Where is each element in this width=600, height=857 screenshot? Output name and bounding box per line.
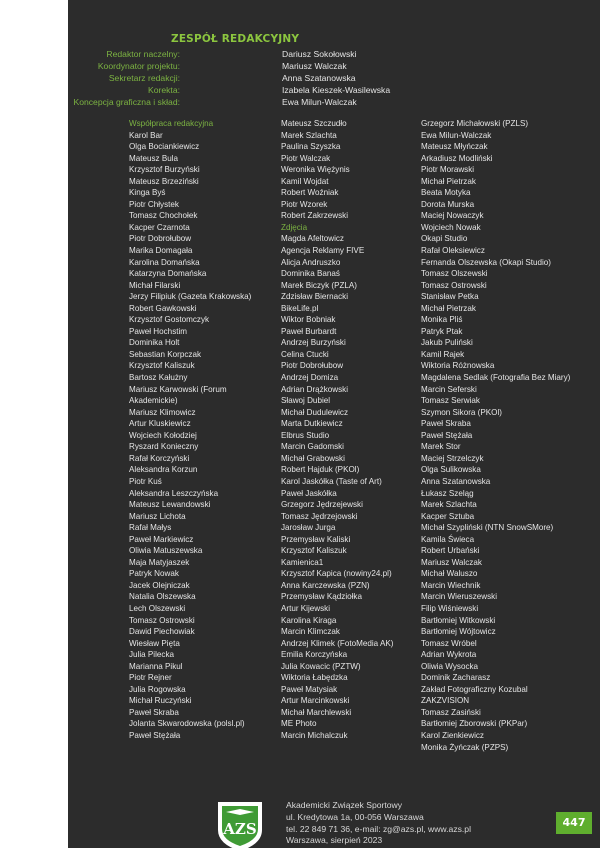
contributor-name: Marcin Klimczak [281, 627, 340, 637]
contributor-name: Beata Motyka [421, 188, 471, 198]
contributor-name: Robert Gawkowski [129, 303, 197, 313]
contributor-name: Mateusz Szczudło [281, 119, 347, 128]
contributor-name: Przemysław Kaliski [281, 534, 351, 544]
contributor-name: Ryszard Konieczny [129, 442, 199, 452]
contributor-name: Akademickie) [129, 396, 178, 406]
contributor-name: Marianna Pikul [129, 661, 183, 671]
contributor-name: Aleksandra Leszczyńska [129, 488, 219, 498]
contributor-name: Katarzyna Domańska [129, 269, 207, 279]
contributor-name: Kamil Rajek [421, 349, 465, 359]
contributor-name: Robert Urbański [421, 546, 480, 556]
credit-name: Mariusz Walczak [282, 61, 347, 71]
contributor-name: Olga Sulikowska [421, 465, 481, 475]
contributor-name: Maciej Strzelczyk [421, 453, 484, 463]
contributor-name: Marta Dutkiewicz [281, 419, 343, 429]
contributor-name: Michał Pietrzak [421, 303, 476, 313]
contributor-name: Michał Pietrzak [421, 176, 476, 186]
contributor-name: Adrian Drążkowski [281, 384, 349, 394]
contributor-name: Paulina Szyszka [281, 142, 341, 152]
contributor-name: Piotr Dobrołubow [281, 361, 344, 371]
contributor-name: Szymon Sikora (PKOl) [421, 407, 502, 417]
credit-row [97, 60, 520, 72]
credit-name: Ewa Milun-Walczak [282, 97, 357, 107]
contributor-name: Celina Ctucki [281, 349, 329, 359]
contributor-name: Mariusz Karwowski (Forum [129, 384, 227, 394]
contributor-name: Tomasz Olszewski [421, 269, 488, 279]
contributor-name: Mateusz Brzeziński [129, 176, 199, 186]
contributor-name: Okapi Studio [421, 234, 468, 244]
contributor-name: Michał Waluszo [421, 569, 478, 579]
credit-role: Korekta: [147, 85, 180, 95]
contributor-name: Rafał Korczyński [129, 453, 190, 463]
contributor-name: Adrian Wykrota [421, 650, 477, 660]
contributor-name: Mariusz Klimowicz [129, 407, 196, 417]
section-label: Zdjęcia [281, 222, 308, 232]
contributor-name: Artur Kluskiewicz [129, 419, 191, 429]
contributor-name: Dominika Holt [129, 338, 180, 348]
credit-role: Koordynator projektu: [97, 61, 180, 71]
contributor-name: Michał Marchlewski [281, 707, 352, 717]
contributor-name: Marcin Wiechnik [421, 580, 481, 590]
contributor-name: Tomasz Ostrowski [129, 615, 195, 625]
contributor-name: Artur Kijewski [281, 603, 331, 613]
contributor-name: Olga Bociankiewicz [129, 142, 200, 152]
footer-contact [286, 800, 471, 847]
contributor-name: Dorota Murska [421, 199, 475, 209]
contributor-name: Robert Zakrzewski [281, 211, 349, 221]
contributor-name: Fernanda Olszewska (Okapi Studio) [421, 257, 552, 267]
contributor-name: Aleksandra Korzun [129, 465, 198, 475]
contributor-name: Magda Afeltowicz [281, 234, 344, 244]
credit-row [100, 48, 520, 60]
contributor-name: Jerzy Filipiuk (Gazeta Krakowska) [129, 292, 252, 302]
contributor-name: Sławoj Dubiel [281, 396, 331, 406]
contributor-name: Karolina Kiraga [281, 615, 337, 625]
contributor-name: Łukasz Szeląg [421, 488, 474, 498]
contributor-name: Mariusz Lichota [129, 511, 186, 521]
contributor-name: BikeLife.pl [281, 303, 319, 313]
contributor-name: Jakub Puliński [421, 338, 473, 348]
contributor-name: Piotr Morawski [421, 165, 475, 175]
credit-role: Redaktor naczelny: [106, 49, 180, 59]
contributor-name: Wiktoria Łabędzka [281, 673, 348, 683]
credit-row [73, 96, 520, 108]
contributor-name: Michał Ruczyński [129, 696, 192, 706]
contributor-name: Przemysław Kądziołka [281, 592, 362, 602]
contributor-name: Michał Dudulewicz [281, 407, 349, 417]
contributor-name: Mateusz Lewandowski [129, 500, 211, 510]
contributor-name: Arkadiusz Modliński [421, 153, 493, 163]
contributor-name: Andrzej Burzyński [281, 338, 346, 348]
contributor-name: Wojciech Nowak [421, 222, 481, 232]
contributor-name: Sebastian Korpczak [129, 349, 201, 359]
contributor-name: Oliwia Wysocka [421, 661, 479, 671]
page-number-badge: 447 [556, 812, 592, 834]
credit-role: Koncepcja graficzna i skład: [73, 97, 180, 107]
contributor-name: Michał Grabowski [281, 453, 345, 463]
footer-org: Akademicki Związek Sportowy [286, 800, 403, 810]
contributor-name: Maciej Nowaczyk [421, 211, 484, 221]
contributor-name: Filip Wiśniewski [421, 603, 479, 613]
contributor-name: Marcin Seferski [421, 384, 477, 394]
credit-row [100, 84, 520, 96]
contributor-name: ZAKZVISION [421, 696, 470, 706]
contributor-name: Grzegorz Michałowski (PZLS) [421, 119, 529, 128]
contributor-name: Paweł Burbardt [281, 326, 337, 336]
contributor-name: Piotr Kuś [129, 476, 162, 486]
contributor-name: Karolina Domańska [129, 257, 200, 267]
contributor-name: Andrzej Klimek (FotoMedia AK) [281, 638, 394, 648]
contributor-name: Patryk Nowak [129, 569, 179, 579]
contributor-name: Kamienica1 [281, 557, 324, 567]
contributor-name: Agencja Reklamy FIVE [281, 246, 365, 256]
contributor-name: ME Photo [281, 719, 317, 729]
contributor-name: Rafał Oleksiewicz [421, 246, 485, 256]
contributor-name: Maja Matyjaszek [129, 557, 190, 567]
contributor-name: Karol Jaskółka (Taste of Art) [281, 476, 382, 486]
contributor-name: Patryk Ptak [421, 326, 463, 336]
contributor-name: Rafał Małys [129, 523, 172, 533]
contributor-name: Natalia Olszewska [129, 592, 196, 602]
contributor-name: Jarosław Jurga [281, 523, 336, 533]
contributor-name: Julia Pilecka [129, 650, 174, 660]
contributor-name: Marek Biczyk (PZLA) [281, 280, 358, 290]
contributor-name: Jacek Olejniczak [129, 580, 190, 590]
contributor-name: Paweł Markiewicz [129, 534, 194, 544]
contributor-name: Tomasz Serwiak [421, 396, 480, 406]
contributors-column-1 [129, 118, 251, 742]
contributor-name: Michał Filarski [129, 280, 181, 290]
contributor-name: Wiesław Pięta [129, 638, 180, 648]
contributor-name: Kacper Czarnota [129, 222, 190, 232]
contributor-name: Marcin Wieruszewski [421, 592, 498, 602]
contributor-name: Dominika Banaś [281, 269, 340, 279]
editorial-team-heading: ZESPÓŁ REDAKCYJNY [171, 33, 300, 45]
contributor-name: Mateusz Bula [129, 153, 179, 163]
contributor-name: Krzysztof Gostomczyk [129, 315, 210, 325]
contributor-name: Jolanta Skwarodowska (polsl.pl) [129, 719, 245, 729]
contributor-name: Kacper Sztuba [421, 511, 475, 521]
contributor-name: Andrzej Domiza [281, 373, 339, 383]
contributor-name: Krzysztof Kapica (nowiny24.pl) [281, 569, 392, 579]
credit-name: Anna Szatanowska [282, 73, 356, 83]
contributor-name: Julia Rogowska [129, 684, 186, 694]
footer-date: Warszawa, sierpień 2023 [286, 835, 383, 846]
contributor-name: Paweł Stężała [129, 730, 181, 740]
contributor-name: Piotr Chłystek [129, 199, 179, 209]
credit-row [100, 72, 520, 84]
section-label: Współpraca redakcyjna [129, 119, 214, 128]
contributor-name: Tomasz Jędrzejowski [281, 511, 358, 521]
contributor-name: Piotr Wzorek [281, 199, 328, 209]
contributor-name: Tomasz Chochołek [129, 211, 198, 221]
contributor-name: Tomasz Zasiński [421, 707, 481, 717]
contributor-name: Wiktor Bobniak [281, 315, 336, 325]
credit-role: Sekretarz redakcji: [108, 73, 180, 83]
contributor-name: Robert Hajduk (PKOl) [281, 465, 360, 475]
contributor-name: Robert Woźniak [281, 188, 339, 198]
contributor-name: Weronika Więżynis [281, 165, 350, 175]
contributor-name: Krzysztof Kaliszuk [281, 546, 347, 556]
contributor-name: Julia Kowacic (PZTW) [281, 661, 361, 671]
contributor-name: Marek Szlachta [421, 500, 477, 510]
contributor-name: Anna Szatanowska [421, 476, 491, 486]
svg-text:AZS: AZS [223, 820, 257, 838]
contributor-name: Mariusz Walczak [421, 557, 482, 567]
contributor-name: Bartłomiej Zborowski (PKPar) [421, 719, 528, 729]
contributor-name: Kamil Wojdat [281, 176, 329, 186]
contributor-name: Karol Bar [129, 130, 163, 140]
contributor-name: Tomasz Ostrowski [421, 280, 487, 290]
contributor-name: Karol Zienkiewicz [421, 730, 484, 740]
contributor-name: Paweł Skraba [421, 419, 471, 429]
footer-address: ul. Kredytowa 1a, 00-056 Warszawa [286, 811, 424, 822]
contributor-name: Dominik Zacharasz [421, 673, 491, 683]
contributor-name: Monika Żyńczak (PZPS) [421, 742, 509, 752]
contributor-name: Marcin Gadomski [281, 442, 344, 452]
contributors-column-3 [421, 118, 570, 753]
contributor-name: Zakład Fotograficzny Kozubal [421, 684, 528, 694]
contributor-name: Tomasz Wróbel [421, 638, 477, 648]
footer-contact-line: tel. 22 849 71 36, e-mail: zg@azs.pl, www.azs.pl [286, 823, 471, 834]
contributor-name: Paweł Matysiak [281, 684, 338, 694]
contributor-name: Grzegorz Jędrzejewski [281, 500, 363, 510]
contributor-name: Anna Karczewska (PZN) [281, 580, 370, 590]
contributor-name: Elbrus Studio [281, 430, 330, 440]
contributor-name: Krzysztof Burzyński [129, 165, 200, 175]
contributor-name: Oliwia Matuszewska [129, 546, 203, 556]
contributor-name: Piotr Rejner [129, 673, 172, 683]
contributor-name: Artur Marcinkowski [281, 696, 350, 706]
contributor-name: Kamila Świeca [421, 534, 475, 544]
contributor-name: Michał Szypliński (NTN SnowSMore) [421, 523, 554, 533]
credit-name: Dariusz Sokołowski [282, 49, 357, 59]
contributors-column-2 [281, 118, 393, 742]
contributor-name: Marek Stor [421, 442, 461, 452]
contributor-name: Marek Szlachta [281, 130, 337, 140]
contributor-name: Magdalena Sedlak (Fotografia Bez Miary) [421, 373, 571, 383]
contributor-name: Wojciech Kołodziej [129, 430, 197, 440]
contributor-name: Marcin Michalczuk [281, 730, 348, 740]
azs-logo-icon [216, 800, 264, 852]
contributor-name: Alicja Andruszko [281, 257, 341, 267]
contributor-name: Monika Pliś [421, 315, 463, 325]
contributor-name: Paweł Hochstim [129, 326, 188, 336]
contributor-name: Paweł Skraba [129, 707, 179, 717]
contributor-name: Piotr Walczak [281, 153, 331, 163]
contributor-name: Stanisław Petka [421, 292, 479, 302]
contributor-name: Bartłomiej Wójtowicz [421, 627, 496, 637]
contributor-name: Zdzisław Biernacki [281, 292, 349, 302]
contributor-name: Piotr Dobrołubow [129, 234, 192, 244]
contributor-name: Emilia Korczyńska [281, 650, 348, 660]
contributor-name: Paweł Jaskółka [281, 488, 337, 498]
contributor-name: Bartosz Kałużny [129, 373, 188, 383]
contributor-name: Ewa Milun-Walczak [421, 130, 492, 140]
contributor-name: Dawid Piechowiak [129, 627, 195, 637]
contributor-name: Paweł Stężała [421, 430, 473, 440]
credit-name: Izabela Kieszek-Wasilewska [282, 85, 391, 95]
contributor-name: Wiktoria Różnowska [421, 361, 495, 371]
contributor-name: Kinga Byś [129, 188, 166, 198]
contributor-name: Marika Domagała [129, 246, 193, 256]
contributor-name: Lech Olszewski [129, 603, 186, 613]
contributor-name: Krzysztof Kaliszuk [129, 361, 195, 371]
contributor-name: Mateusz Młyńczak [421, 142, 488, 152]
contributor-name: Bartłomiej Witkowski [421, 615, 496, 625]
